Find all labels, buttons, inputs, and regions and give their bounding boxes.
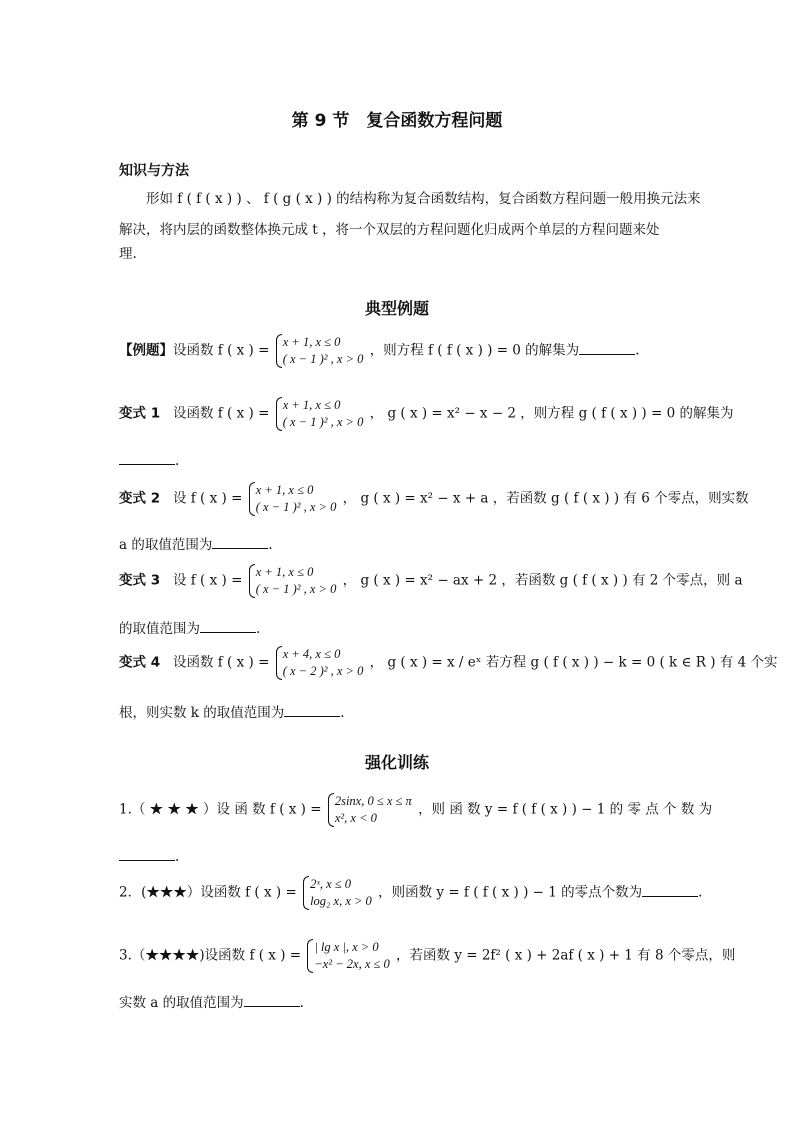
piece-row: x + 1, x ≤ 0 bbox=[255, 483, 314, 497]
example-label: 【例题】 bbox=[119, 342, 173, 359]
variant-4-post: ， g ( x ) = x / eˣ 若方程 g ( f ( x ) ) − k = 0 ( k ∈ R ) 有 4 个实 bbox=[369, 654, 778, 671]
question-2-pre: 2．(★★★）设函数 f ( x ) = bbox=[119, 884, 297, 901]
question-2-post: ，则函数 y = f ( f ( x ) ) − 1 的零点个数为 bbox=[378, 884, 643, 901]
variant-3-line-2-text: 的取值范围为 bbox=[119, 621, 200, 637]
variant-3-post: ， g ( x ) = x² − ax + 2 ，若函数 g ( f ( x ) ) 有 2 个零点，则 a bbox=[342, 572, 743, 589]
variant-4-label: 变式 4 bbox=[119, 654, 161, 671]
answer-blank bbox=[642, 883, 698, 897]
variant-2-label: 变式 2 bbox=[119, 490, 161, 507]
piece-row: −x² − 2x, x ≤ 0 bbox=[314, 957, 390, 971]
piece-row: 2sinx, 0 ≤ x ≤ π bbox=[334, 794, 412, 808]
answer-blank bbox=[244, 993, 300, 1007]
piece-row: | lg x |, x > 0 bbox=[314, 940, 379, 954]
variant-3-problem bbox=[119, 564, 743, 598]
period: . bbox=[635, 342, 640, 359]
period: . bbox=[299, 995, 304, 1011]
variant-2-problem bbox=[119, 482, 749, 516]
period: . bbox=[268, 537, 273, 553]
piecewise-function bbox=[328, 793, 412, 827]
piece-row: ( x − 1 )² , x > 0 bbox=[255, 500, 337, 514]
piecewise-function bbox=[249, 482, 337, 516]
piece-row: log₂ x, x > 0 bbox=[310, 894, 372, 908]
question-1-post: ，则 函 数 y = f ( f ( x ) ) − 1 的 零 点 个 数 为 bbox=[418, 801, 713, 818]
variant-2-pre: 设 f ( x ) = bbox=[172, 490, 243, 507]
piecewise-function bbox=[249, 564, 337, 598]
piece-row: ( x − 1 )² , x > 0 bbox=[255, 582, 337, 596]
answer-blank bbox=[200, 619, 256, 633]
example-pre: 设函数 f ( x ) = bbox=[173, 342, 270, 359]
piece-row: 2ˣ, x ≤ 0 bbox=[310, 877, 352, 891]
variant-2-line-2 bbox=[119, 534, 679, 556]
variant-3-label: 变式 3 bbox=[119, 572, 161, 589]
piecewise-function bbox=[307, 939, 389, 973]
variant-4-problem bbox=[119, 646, 778, 680]
training-question-2 bbox=[119, 876, 703, 910]
knowledge-paragraph-line-2: 解决，将内层的函数整体换元成 t ，将一个双层的方程问题化归成两个单层的方程问题来处 bbox=[119, 222, 660, 238]
variant-4-pre: 设函数 f ( x ) = bbox=[172, 654, 270, 671]
piecewise-function bbox=[276, 334, 364, 368]
question-3-line-2 bbox=[119, 992, 679, 1014]
answer-blank bbox=[119, 452, 175, 465]
variant-4-line-2-text: 根，则实数 k 的取值范围为 bbox=[119, 705, 285, 721]
question-3-pre: 3.（★★★★)设函数 f ( x ) = bbox=[119, 947, 302, 964]
variant-4-line-2 bbox=[119, 702, 679, 724]
page-title: 第 9 节 复合函数方程问题 bbox=[291, 111, 503, 131]
period: . bbox=[698, 884, 703, 901]
piecewise-function bbox=[276, 397, 364, 431]
piecewise-function bbox=[303, 876, 372, 910]
period: . bbox=[340, 705, 345, 721]
knowledge-paragraph-line-1: 形如 f ( f ( x ) ) 、 f ( g ( x ) ) 的结构称为复合函数结构，复合函数方程问题一般用换元法来 bbox=[146, 191, 701, 207]
variant-1-problem bbox=[119, 397, 734, 431]
training-question-1 bbox=[119, 793, 713, 827]
answer-blank bbox=[284, 703, 340, 717]
piece-row: x + 4, x ≤ 0 bbox=[282, 647, 341, 661]
training-question-3 bbox=[119, 939, 736, 973]
variant-3-line-2 bbox=[119, 618, 679, 640]
piecewise-function bbox=[276, 646, 364, 680]
question-3-post: ，若函数 y = 2f² ( x ) + 2af ( x ) + 1 有 8 个零点，则 bbox=[396, 947, 736, 964]
question-3-line-2-text: 实数 a 的取值范围为 bbox=[119, 995, 244, 1011]
variant-1-line-2 bbox=[119, 450, 679, 472]
piece-row: ( x − 1 )² , x > 0 bbox=[282, 415, 364, 429]
piece-row: ( x − 2 )² , x > 0 bbox=[282, 664, 364, 678]
variant-1-pre: 设函数 f ( x ) = bbox=[172, 405, 270, 422]
answer-blank bbox=[212, 535, 268, 549]
answer-blank bbox=[119, 848, 175, 861]
variant-2-line-2-text: a 的取值范围为 bbox=[119, 537, 213, 553]
question-1-line-2 bbox=[119, 846, 679, 868]
piece-row: x², x < 0 bbox=[334, 811, 377, 825]
knowledge-heading: 知识与方法 bbox=[119, 163, 189, 179]
variant-3-pre: 设 f ( x ) = bbox=[172, 572, 243, 589]
variant-1-post: ， g ( x ) = x² − x − 2 ，则方程 g ( f ( x ) ) = 0 的解集为 bbox=[369, 405, 734, 422]
piece-row: x + 1, x ≤ 0 bbox=[255, 565, 314, 579]
typical-examples-heading: 典型例题 bbox=[364, 299, 429, 318]
answer-blank bbox=[579, 341, 635, 355]
variant-1-label: 变式 1 bbox=[119, 405, 161, 422]
piece-row: x + 1, x ≤ 0 bbox=[282, 335, 341, 349]
period: . bbox=[175, 453, 180, 469]
period: . bbox=[256, 621, 261, 637]
knowledge-paragraph-line-3: 理. bbox=[119, 246, 137, 262]
variant-2-post: ， g ( x ) = x² − x + a ，若函数 g ( f ( x ) ) 有 6 个零点，则实数 bbox=[342, 490, 749, 507]
example-post: ，则方程 f ( f ( x ) ) = 0 的解集为 bbox=[369, 342, 580, 359]
question-1-pre: 1.（ ★ ★ ★ ）设 函 数 f ( x ) = bbox=[119, 801, 322, 818]
piece-row: x + 1, x ≤ 0 bbox=[282, 398, 341, 412]
period: . bbox=[175, 849, 180, 865]
example-problem bbox=[119, 334, 679, 368]
piece-row: ( x − 1 )² , x > 0 bbox=[282, 352, 364, 366]
training-heading: 强化训练 bbox=[364, 753, 429, 772]
